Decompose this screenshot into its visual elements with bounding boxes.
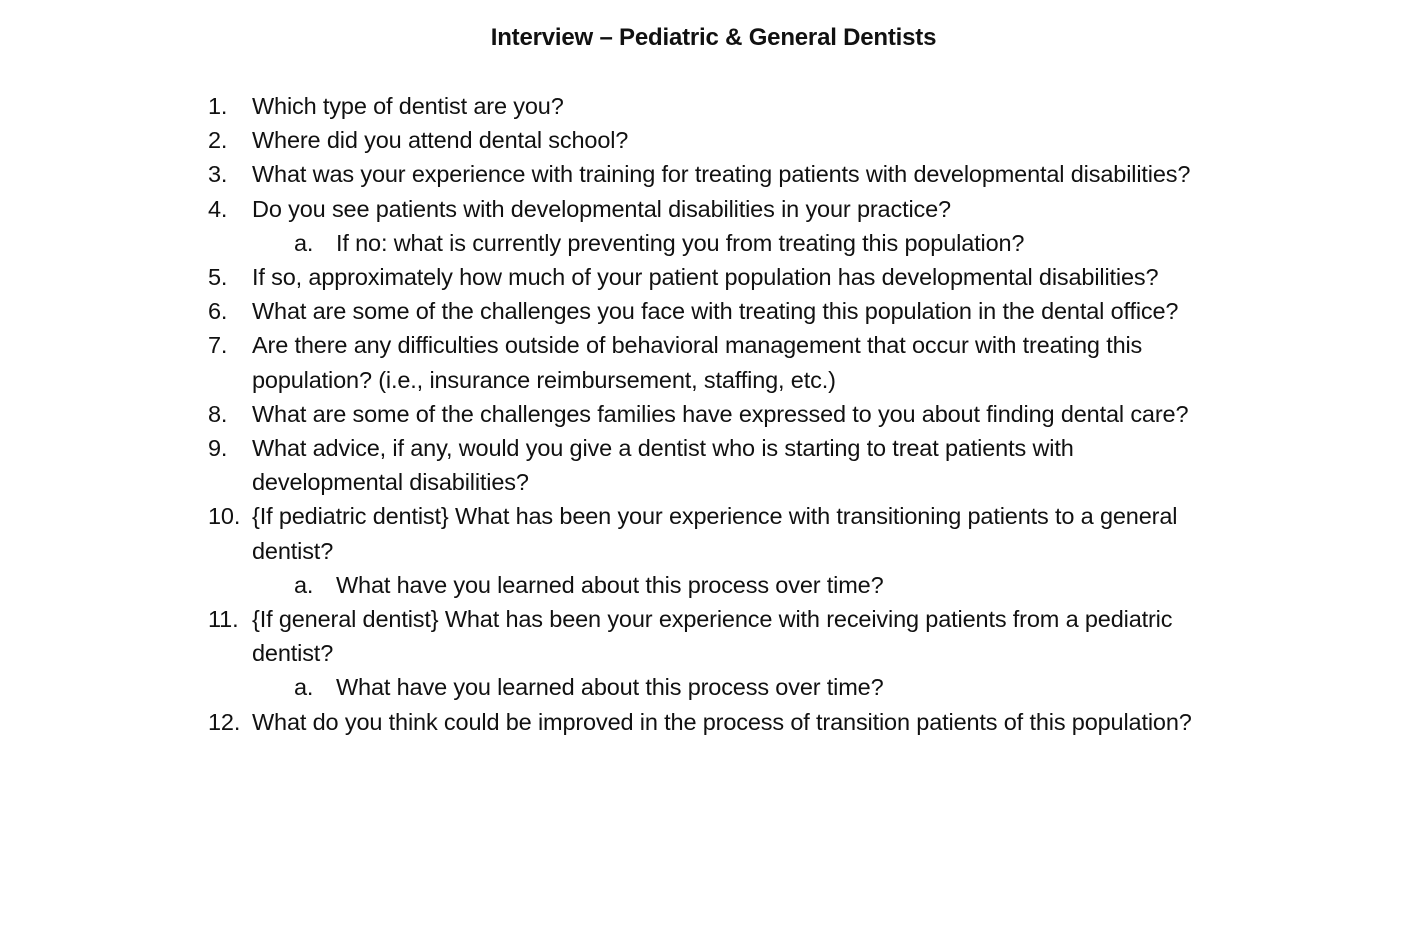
question-number: 1. bbox=[208, 93, 228, 119]
question-number: 7. bbox=[208, 332, 228, 359]
question-text: If so, approximately how much of your patient population has developmental disabilities? bbox=[252, 264, 1159, 291]
question-number: 5. bbox=[208, 264, 228, 291]
question-list bbox=[208, 89, 1228, 739]
question-number: 12. bbox=[208, 708, 241, 735]
question-item bbox=[208, 705, 1228, 739]
question-text: What are some of the challenges you face with treating this population in the dental office? bbox=[252, 298, 1179, 325]
question-item bbox=[208, 157, 1228, 191]
question-number: 9. bbox=[208, 435, 228, 462]
sub-question-text: What have you learned about this process over time? bbox=[336, 674, 884, 701]
document-title: Interview – Pediatric & General Dentists bbox=[490, 24, 937, 51]
sub-question-letter: a. bbox=[294, 674, 314, 701]
question-item bbox=[208, 602, 1228, 670]
question-item bbox=[208, 123, 1228, 157]
question-text: What advice, if any, would you give a dentist who is starting to treat patients with developmental disabilities? bbox=[252, 435, 1074, 496]
question-number: 10. bbox=[208, 503, 241, 530]
sub-question-letter: a. bbox=[294, 571, 314, 598]
sub-question-item bbox=[208, 670, 1228, 704]
question-text: What are some of the challenges families have expressed to you about finding dental care? bbox=[252, 400, 1189, 427]
question-text: Are there any difficulties outside of behavioral management that occur with treating this population? (i.e., insurance reimbursement, staffing, etc.) bbox=[252, 332, 1143, 393]
question-number: 3. bbox=[208, 161, 228, 188]
question-text: What was your experience with training for treating patients with developmental disabilities? bbox=[252, 161, 1191, 188]
question-text: Do you see patients with developmental disabilities in your practice? bbox=[252, 195, 951, 222]
sub-question-item bbox=[208, 226, 1228, 260]
question-number: 8. bbox=[208, 400, 228, 427]
question-number: 11. bbox=[208, 606, 239, 633]
question-number: 2. bbox=[208, 127, 228, 154]
question-text: What do you think could be improved in the process of transition patients of this population? bbox=[252, 708, 1192, 735]
question-item bbox=[208, 89, 1228, 123]
question-text: Where did you attend dental school? bbox=[252, 127, 629, 154]
sub-question-item bbox=[208, 568, 1228, 602]
question-text: {If pediatric dentist} What has been your experience with transitioning patients to a general dentist? bbox=[252, 503, 1178, 564]
question-item bbox=[208, 397, 1228, 431]
question-item bbox=[208, 294, 1228, 328]
question-text: Which type of dentist are you? bbox=[252, 93, 564, 119]
question-number: 6. bbox=[208, 298, 228, 325]
question-text: {If general dentist} What has been your experience with receiving patients from a pediatric dentist? bbox=[252, 606, 1173, 667]
question-item bbox=[208, 192, 1228, 226]
question-item bbox=[208, 499, 1228, 567]
question-item bbox=[208, 431, 1228, 499]
sub-question-letter: a. bbox=[294, 229, 314, 256]
question-item bbox=[208, 260, 1228, 294]
sub-question-text: If no: what is currently preventing you from treating this population? bbox=[336, 229, 1025, 256]
sub-question-text: What have you learned about this process over time? bbox=[336, 571, 884, 598]
question-number: 4. bbox=[208, 195, 228, 222]
question-item bbox=[208, 328, 1228, 396]
